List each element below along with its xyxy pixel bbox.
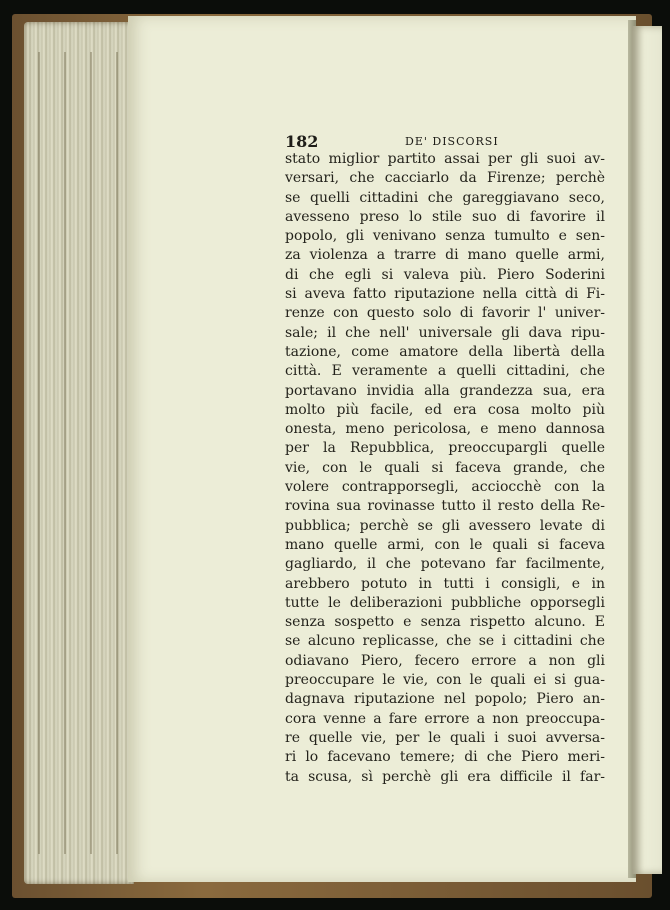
text-line: arebbero potuto in tutti i consigli, e in xyxy=(285,575,605,592)
running-head: DE' DISCORSI xyxy=(405,135,499,148)
text-line: preoccupare le vie, con le quali ei si gua- xyxy=(285,672,605,689)
text-line: se alcuno replicasse, che se i cittadini che xyxy=(285,633,605,650)
text-line: versari, che cacciarlo da Firenze; perchè xyxy=(285,170,605,187)
text-line: dagnava riputazione nel popolo; Piero an- xyxy=(285,691,605,708)
text-line: ta scusa, sì perchè gli era difficile il far- xyxy=(285,768,605,785)
text-line: stato miglior partito assai per gli suoi av- xyxy=(285,151,605,167)
page-header xyxy=(285,132,605,150)
text-line: si aveva fatto riputazione nella città di Fi- xyxy=(285,286,605,303)
page-edge-line xyxy=(38,52,40,854)
text-line: re quelle vie, per le quali i suoi avversa- xyxy=(285,729,605,746)
text-line: per la Repubblica, preoccupargli quelle xyxy=(285,440,605,457)
text-line: avesseno preso lo stile suo di favorire il xyxy=(285,208,605,225)
text-line: ri lo facevano temere; di che Piero meri- xyxy=(285,749,605,766)
text-line: onesta, meno pericolosa, e meno dannosa xyxy=(285,421,605,438)
page-edges xyxy=(24,22,134,884)
text-line: tutte le deliberazioni pubbliche opporsegli xyxy=(285,594,605,611)
text-line: vie, con le quali si faceva grande, che xyxy=(285,459,605,476)
text-line: sale; il che nell' universale gli dava ripu- xyxy=(285,324,605,341)
body-text xyxy=(285,150,605,787)
text-line: molto più facile, ed era cosa molto più xyxy=(285,401,605,418)
text-line: odiavano Piero, fecero errore a non gli xyxy=(285,652,605,669)
text-line: di che egli si valeva più. Piero Soderini xyxy=(285,266,605,283)
page-edge-line xyxy=(116,52,118,854)
page-edge-line xyxy=(64,52,66,854)
facing-page xyxy=(632,26,662,874)
text-line: renze con questo solo di favorir l' univer- xyxy=(285,305,605,322)
text-line: pubblica; perchè se gli avessero levate di xyxy=(285,517,605,534)
text-line: za violenza a trarre di mano quelle armi, xyxy=(285,247,605,264)
page-edge-line xyxy=(90,52,92,854)
text-line: rovina sua rovinasse tutto il resto della Re- xyxy=(285,498,605,515)
text-line: mano quelle armi, con le quali si faceva xyxy=(285,536,605,553)
text-line: senza sospetto e senza rispetto alcuno. E xyxy=(285,614,605,631)
text-line: popolo, gli venivano senza tumulto e sen- xyxy=(285,228,605,245)
text-line: portavano invidia alla grandezza sua, era xyxy=(285,382,605,399)
text-line: gagliardo, il che potevano far facilmente, xyxy=(285,556,605,573)
text-line: tazione, come amatore della libertà della xyxy=(285,343,605,360)
text-line: città. E veramente a quelli cittadini, che xyxy=(285,363,605,380)
page-number: 182 xyxy=(285,132,319,151)
text-line: cora venne a fare errore a non preoccupa- xyxy=(285,710,605,727)
text-line: volere contrapporsegli, acciocchè con la xyxy=(285,479,605,496)
text-line: se quelli cittadini che gareggiavano seco, xyxy=(285,189,605,206)
